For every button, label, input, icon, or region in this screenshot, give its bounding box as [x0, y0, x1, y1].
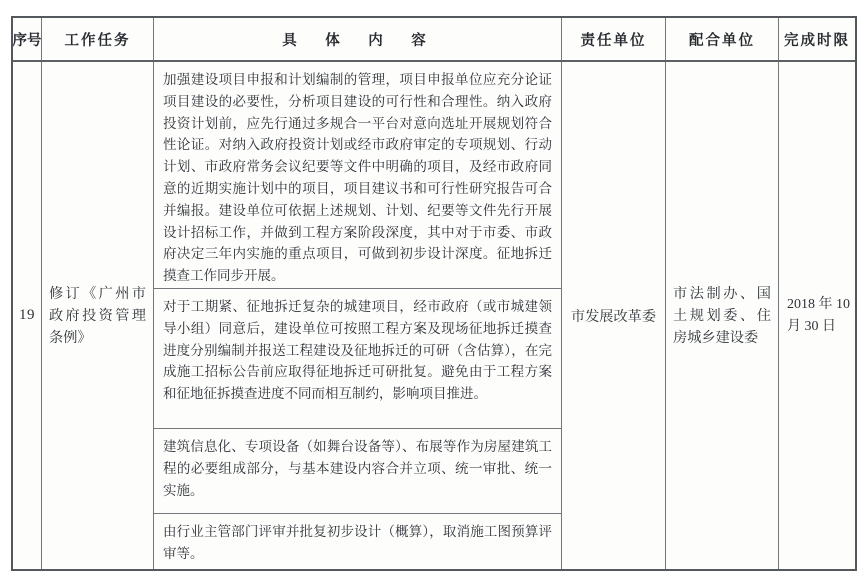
header-cell-serial-number: 序号: [13, 18, 42, 60]
cell-content: [154, 62, 562, 569]
cell-task: [42, 62, 154, 569]
header-cell-responsible-unit: 责任单位: [562, 18, 666, 60]
cell-deadline: [779, 62, 855, 569]
cell-serial-number: [13, 62, 42, 569]
serial-number-value: 19: [19, 307, 35, 323]
header-cell-content: 具 体 内 容: [154, 18, 562, 60]
header-cell-cooperating-unit: 配合单位: [666, 18, 779, 60]
cell-cooperating-unit: [666, 62, 779, 569]
cell-responsible-unit: [562, 62, 666, 569]
content-paragraph: 加强建设项目申报和计划编制的管理，项目申报单位应充分论证项目建设的必要性，分析项目建设的可行性和合理性。纳入政府投资计划前，应先行通过多规合一平台对意向选址开展规划符合性论证。对纳入政府投资计划或经市政府审定的专项规划、行动计划、市政府常务会议纪要等文件中明确的项目，及经市政府同意的近期实施计划中的项目，项目建议书和可行性研究报告可合并编报。建设单位可依据上述规划、计划、纪要等文件先行开展设计招标工作，并做到工程方案阶段深度，其中对于市委、市政府决定三年内实施的重点项目，可做到初步设计深度。征地拆迁摸查工作同步开展。: [154, 62, 561, 289]
content-paragraph: 建筑信息化、专项设备（如舞台设备等）、布展等作为房屋建筑工程的必要组成部分，与基本建设内容合并立项、统一审批、统一实施。: [154, 429, 561, 514]
content-paragraph: 由行业主管部门评审并批复初步设计（概算），取消施工图预算评审等。: [163, 524, 552, 561]
header-cell-task: 工作任务: [42, 18, 154, 60]
table-header-row: [13, 18, 855, 62]
deadline-text: 2018 年 10 月 30 日: [787, 296, 850, 334]
content-paragraph: 对于工期紧、征地拆迁复杂的城建项目，经市政府（或市城建领导小组）同意后，建设单位可按照工程方案及现场征地拆迁摸查进度分别编制并报送工程建设及征地拆迁的可研（含估算），在完成施工招标公告前应取得征地拆迁可研批复。避免由于工程方案和征地征拆摸查进度不同而相互制约，影响项目推进。: [154, 289, 561, 429]
task-text: 修订《广州市政府投资管理条例》: [49, 285, 146, 346]
header-cell-deadline: 完成时限: [784, 32, 850, 49]
cooperating-unit-text: 市法制办、国土规划委、住房城乡建设委: [673, 285, 771, 346]
table-row: [13, 62, 855, 569]
responsible-unit-text: 市发展改革委: [570, 308, 657, 325]
work-task-table: [11, 16, 857, 571]
